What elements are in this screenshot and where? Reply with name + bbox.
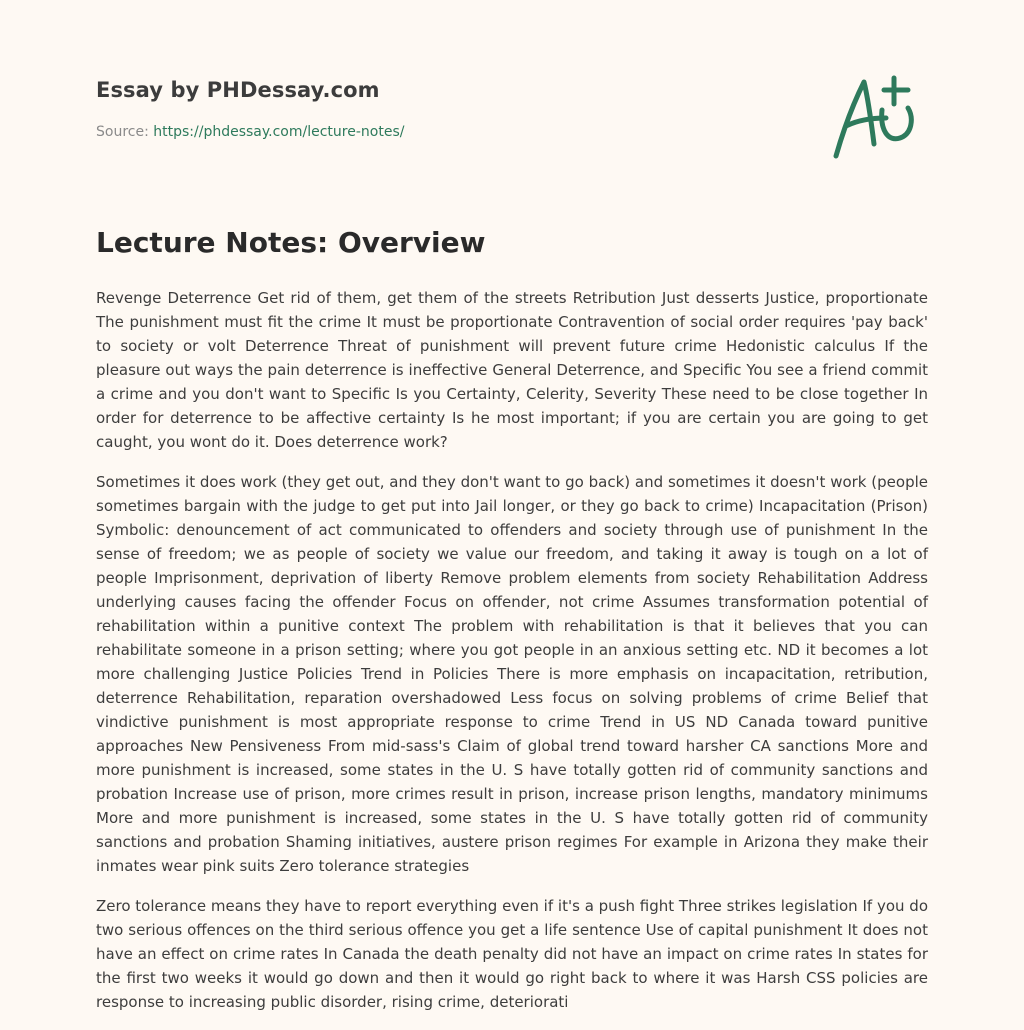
source-link[interactable]: https://phdessay.com/lecture-notes/ xyxy=(153,124,405,140)
article-body xyxy=(96,286,928,1030)
source-label: Source: xyxy=(96,124,149,140)
paragraph: Sometimes it does work (they get out, and they don't want to go back) and sometimes it doesn't work (people sometimes bargain with the judge to get put into Jail longer, or they go back to crime) Incapacitation (Prison) Symbolic: denouncement of act communicated to offenders and society through use of punishment In the sense of freedom; we as people of society we value our freedom, and taking it away is tough on a lot of people Imprisonment, deprivation of liberty Remove problem elements from society Rehabilitation Address underlying causes facing the offender Focus on offender, not crime Assumes transformation potential of rehabilitation within a punitive context The problem with rehabilitation is that it believes that you can rehabilitate someone in a prison setting; where you got people in an anxious setting etc. ND it becomes a lot more challenging Justice Policies Trend in Policies There is more emphasis on incapacitation, retribution, deterrence Rehabilitation, reparation overshadowed Less focus on solving problems of crime Belief that vindictive punishment is most appropriate response to crime Trend in US ND Canada toward punitive approaches New Pensiveness From mid-sass's Claim of global trend toward harsher CA sanctions More and more punishment is increased, some states in the U. S have totally gotten rid of community sanctions and probation Increase use of prison, more crimes result in prison, increase prison lengths, mandatory minimums More and more punishment is increased, some states in the U. S have totally gotten rid of community sanctions and probation Shaming initiatives, austere prison regimes For example in Arizona they make their inmates wear pink suits Zero tolerance strategies xyxy=(96,473,928,875)
paragraph: Revenge Deterrence Get rid of them, get them of the streets Retribution Just desserts Justice, proportionate The punishment must fit the crime It must be proportionate Contravention of social order requires 'pay back' to society or volt Deterrence Threat of punishment will prevent future crime Hedonistic calculus If the pleasure out ways the pain deterrence is ineffective General Deterrence, and Specific You see a friend commit a crime and you don't want to Specific Is you Certainty, Celerity, Severity These need to be close together In order for deterrence to be affective certainty Is he most important; if you are certain you are going to get caught, you wont do it. Does deterrence work? xyxy=(96,289,928,451)
source-line xyxy=(96,124,404,140)
article-title: Lecture Notes: Overview xyxy=(96,226,486,259)
site-header xyxy=(96,78,928,188)
a-plus-logo-icon xyxy=(824,68,928,164)
paragraph: Zero tolerance means they have to report everything even if it's a push fight Three strikes legislation If you do two serious offences on the third serious offence you get a life sentence Use of capital punishment It does not have an effect on crime rates In Canada the death penalty did not have an impact on crime rates In states for the first two weeks it would go down and then it would go right back to where it was Harsh CSS policies are response to increasing public disorder, rising crime, deteriorati xyxy=(96,897,928,1011)
site-title: Essay by PHDessay.com xyxy=(96,78,380,102)
